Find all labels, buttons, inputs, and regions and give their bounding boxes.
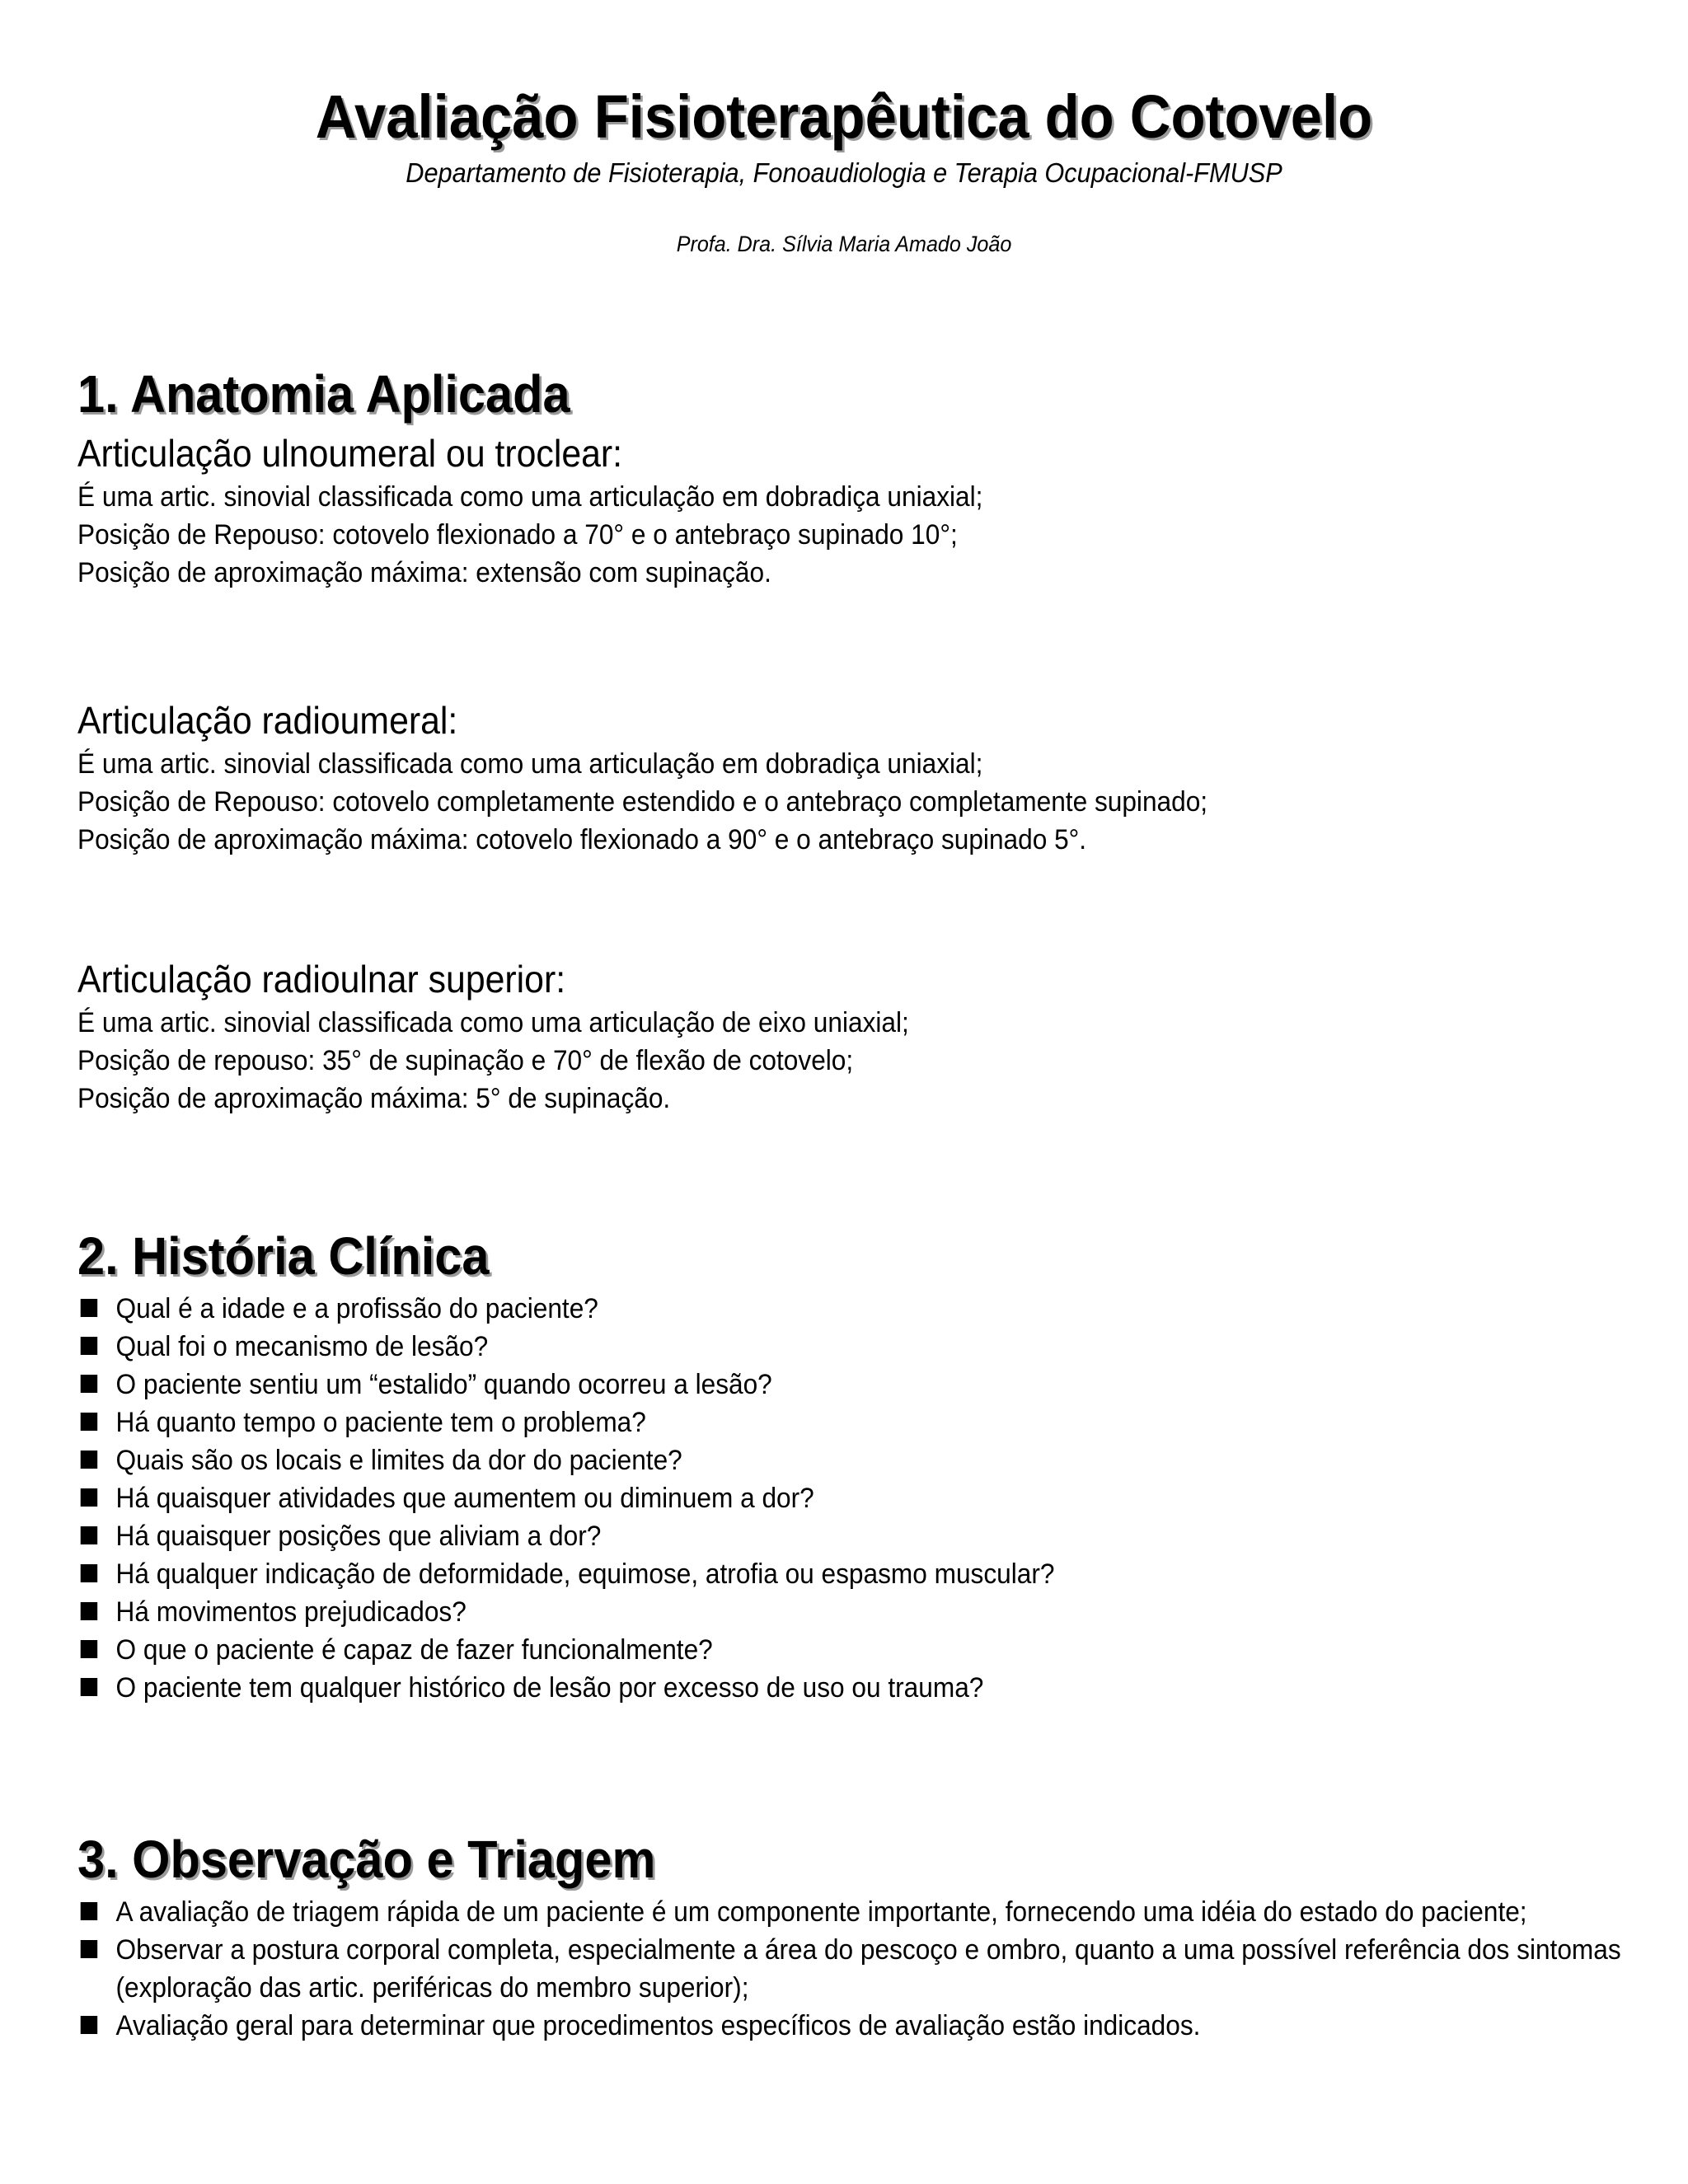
square-bullet-icon — [81, 1451, 97, 1469]
list-item: Quais são os locais e limites da dor do paciente? — [77, 1441, 1054, 1479]
text-line: Posição de Repouso: cotovelo flexionado a 70° e o antebraço supinado 10°; — [77, 519, 958, 551]
text-line: Posição de aproximação máxima: cotovelo flexionado a 90° e o antebraço supinado 5°. — [77, 824, 1087, 855]
subsection-ulnoumeral — [77, 430, 982, 592]
text-line: É uma artic. sinovial classificada como uma articulação em dobradiça uniaxial; — [77, 748, 983, 780]
list-item: Há quaisquer posições que aliviam a dor? — [77, 1517, 1054, 1555]
author-line: Profa. Dra. Sílvia Maria Amado João — [676, 232, 1012, 256]
square-bullet-icon — [81, 1488, 97, 1507]
subsection-title: Articulação ulnoumeral ou troclear: — [77, 432, 623, 475]
text-line: Posição de aproximação máxima: extensão com supinação. — [77, 557, 771, 588]
section-heading-observation: 3. Observação e Triagem — [77, 1830, 656, 1889]
list-item: O paciente sentiu um “estalido” quando ocorreu a lesão? — [77, 1366, 1054, 1404]
subsection-radioulnar — [77, 956, 909, 1118]
square-bullet-icon — [81, 1337, 97, 1355]
list-item: Avaliação geral para determinar que procedimentos específicos de avaliação estão indicados. — [77, 2007, 1649, 2045]
subsection-radioumeral — [77, 697, 1207, 859]
square-bullet-icon — [81, 1413, 97, 1431]
square-bullet-icon — [81, 1940, 97, 1958]
list-item: Qual foi o mecanismo de lesão? — [77, 1328, 1054, 1366]
list-item: Observar a postura corporal completa, especialmente a área do pescoço e ombro, quanto a uma possível referência dos sintomas (exploração das artic. periféricas do membro superior); — [77, 1931, 1649, 2007]
list-item: O paciente tem qualquer histórico de lesão por excesso de uso ou trauma? — [77, 1669, 1054, 1707]
subsection-title: Articulação radioumeral: — [77, 699, 458, 742]
department-subtitle: Departamento de Fisioterapia, Fonoaudiologia e Terapia Ocupacional-FMUSP — [406, 157, 1282, 188]
list-item: A avaliação de triagem rápida de um paciente é um componente importante, fornecendo uma idéia do estado do paciente; — [77, 1893, 1649, 1931]
square-bullet-icon — [81, 1602, 97, 1620]
list-item: Há qualquer indicação de deformidade, equimose, atrofia ou espasmo muscular? — [77, 1555, 1054, 1593]
section-heading-anatomy: 1. Anatomia Aplicada — [77, 364, 570, 424]
square-bullet-icon — [81, 1299, 97, 1317]
subsection-title: Articulação radioulnar superior: — [77, 958, 566, 1001]
square-bullet-icon — [81, 1678, 97, 1696]
section-heading-history: 2. História Clínica — [77, 1226, 490, 1286]
text-line: É uma artic. sinovial classificada como uma articulação em dobradiça uniaxial; — [77, 481, 983, 513]
observation-list — [77, 1893, 1649, 2045]
list-item: O que o paciente é capaz de fazer funcionalmente? — [77, 1631, 1054, 1669]
square-bullet-icon — [81, 1902, 97, 1920]
list-item: Há quaisquer atividades que aumentem ou diminuem a dor? — [77, 1479, 1054, 1517]
text-line: Posição de aproximação máxima: 5° de supinação. — [77, 1083, 671, 1114]
text-line: Posição de Repouso: cotovelo completamente estendido e o antebraço completamente supinado; — [77, 786, 1208, 818]
square-bullet-icon — [81, 1526, 97, 1544]
square-bullet-icon — [81, 1640, 97, 1658]
list-item: Há quanto tempo o paciente tem o problema? — [77, 1404, 1054, 1441]
square-bullet-icon — [81, 2016, 97, 2034]
document-title: Avaliação Fisioterapêutica do Cotovelo — [315, 82, 1373, 151]
list-item: Há movimentos prejudicados? — [77, 1593, 1054, 1631]
history-question-list — [77, 1290, 1054, 1707]
square-bullet-icon — [81, 1564, 97, 1582]
list-item: Qual é a idade e a profissão do paciente? — [77, 1290, 1054, 1328]
square-bullet-icon — [81, 1375, 97, 1393]
text-line: Posição de repouso: 35° de supinação e 70° de flexão de cotovelo; — [77, 1045, 854, 1076]
text-line: É uma artic. sinovial classificada como uma articulação de eixo uniaxial; — [77, 1007, 909, 1038]
